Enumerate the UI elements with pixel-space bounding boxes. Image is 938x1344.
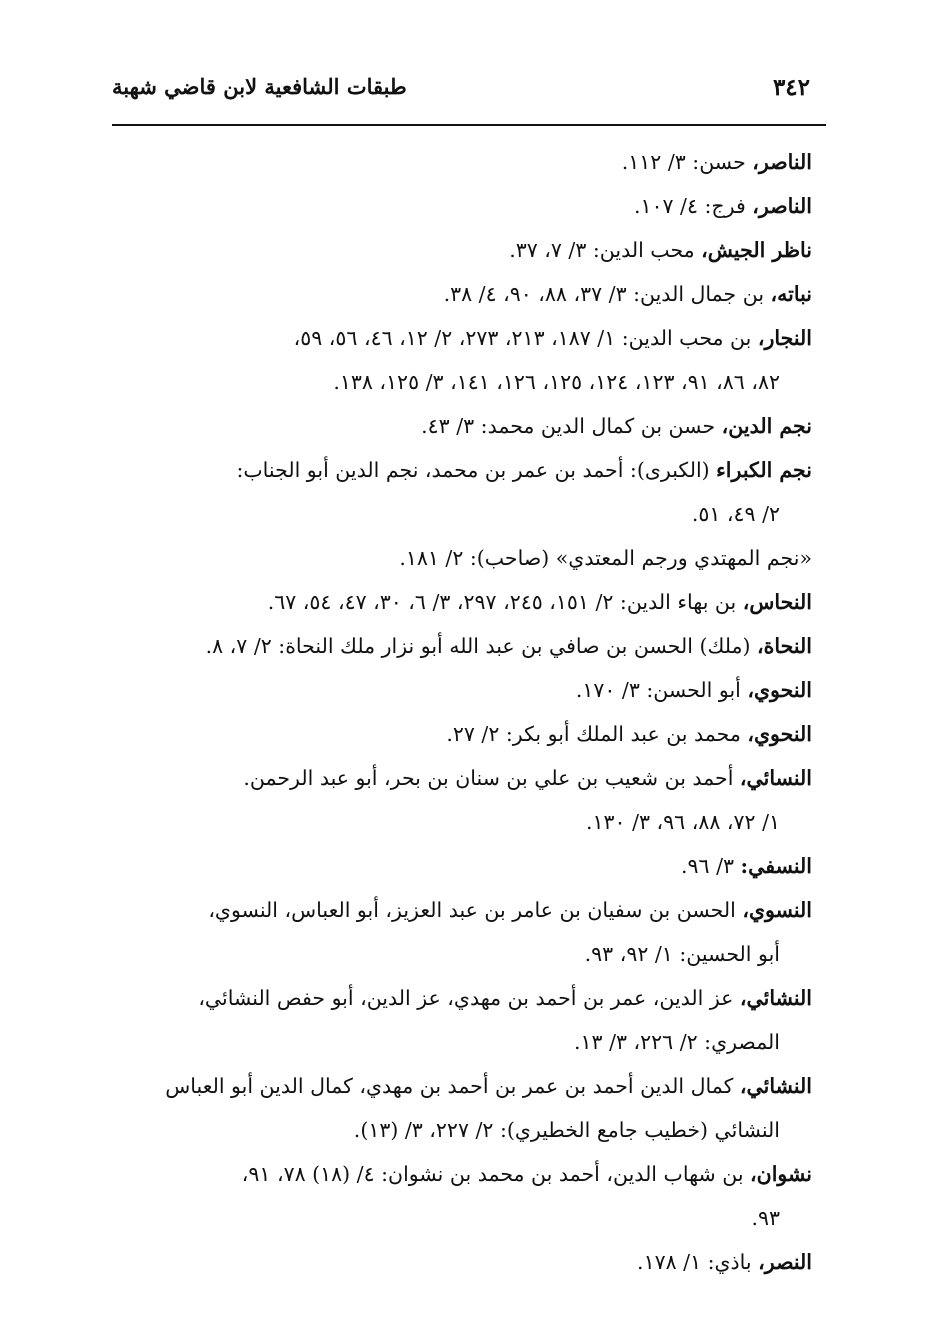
- entry-continuation: ٩٣.: [751, 1206, 780, 1230]
- entry-headword: نجم الدين،: [721, 414, 812, 438]
- entry-headword: ناظر الجيش،: [701, 238, 812, 262]
- entry-headword: الناصر،: [752, 150, 812, 174]
- index-entry: [112, 1240, 812, 1284]
- index-entry: [112, 844, 812, 888]
- entry-text: ٣/ ٩٦.: [681, 854, 741, 878]
- entry-text: فرج: ٤/ ١٠٧.: [633, 194, 753, 218]
- entry-headword: النشائي،: [739, 1074, 812, 1098]
- entry-headword: النحوي،: [747, 678, 812, 702]
- entry-text: باذي: ١/ ١٧٨.: [637, 1250, 759, 1274]
- entry-continuation: المصري: ٢/ ٢٢٦، ٣/ ١٣.: [573, 1030, 780, 1054]
- entry-headword: نجم الكبراء: [716, 458, 812, 482]
- index-entry: [112, 404, 812, 448]
- entry-text: كمال الدين أحمد بن عمر بن أحمد بن مهدي، كمال الدين أبو العباس: [165, 1074, 740, 1098]
- entry-headword: نشوان،: [750, 1162, 812, 1186]
- entry-text: «نجم المهتدي ورجم المعتدي» (صاحب): ٢/ ١٨١.: [399, 546, 812, 570]
- entry-text: بن محب الدين: ١/ ١٨٧، ٢١٣، ٢٧٣، ٢/ ١٢، ٤٦، ٥٦، ٥٩،: [293, 326, 758, 350]
- index-entry: [112, 448, 812, 536]
- index-entry: [112, 888, 812, 976]
- index-entry: [112, 712, 812, 756]
- index-entries: [112, 140, 812, 1284]
- index-entry: [112, 756, 812, 844]
- entry-text: (الكبرى): أحمد بن عمر بن محمد، نجم الدين أبو الجناب:: [236, 458, 717, 482]
- index-entry: [112, 536, 812, 580]
- entry-text: أبو الحسن: ٣/ ١٧٠.: [575, 678, 748, 702]
- entry-text: حسن: ٣/ ١١٢.: [621, 150, 753, 174]
- entry-continuation: ١/ ٧٢، ٨٨، ٩٦، ٣/ ١٣٠.: [586, 810, 780, 834]
- entry-headword: النصر،: [758, 1250, 812, 1274]
- index-entry: [112, 228, 812, 272]
- entry-text: بن جمال الدين: ٣/ ٣٧، ٨٨، ٩٠، ٤/ ٣٨.: [443, 282, 771, 306]
- entry-text: بن بهاء الدين: ٢/ ١٥١، ٢٤٥، ٢٩٧، ٣/ ٦، ٣٠، ٤٧، ٥٤، ٦٧.: [267, 590, 743, 614]
- index-entry: [112, 976, 812, 1064]
- running-head: [112, 70, 820, 110]
- entry-text: محب الدين: ٣/ ٧، ٣٧.: [509, 238, 702, 262]
- entry-text: عز الدين، عمر بن أحمد بن مهدي، عز الدين، أبو حفص النشائي،: [198, 986, 740, 1010]
- entry-headword: النجار،: [757, 326, 812, 350]
- entry-headword: النشائي،: [739, 986, 812, 1010]
- entry-text: حسن بن كمال الدين محمد: ٣/ ٤٣.: [421, 414, 722, 438]
- entry-continuation: ٨٢، ٨٦، ٩١، ١٢٣، ١٢٤، ١٢٥، ١٢٦، ١٤١، ٣/ ١٢٥، ١٣٨.: [333, 370, 780, 394]
- entry-headword: النسائي،: [739, 766, 812, 790]
- entry-continuation: أبو الحسين: ١/ ٩٢، ٩٣.: [584, 942, 780, 966]
- entry-headword: النسوي،: [742, 898, 812, 922]
- index-entry: [112, 580, 812, 624]
- index-entry: [112, 184, 812, 228]
- entry-continuation: ٢/ ٤٩، ٥١.: [691, 502, 780, 526]
- entry-headword: النحاة،: [757, 634, 812, 658]
- index-entry: [112, 1152, 812, 1240]
- index-entry: [112, 624, 812, 668]
- entry-continuation: النشائي (خطيب جامع الخطيري): ٢/ ٢٢٧، ٣/ (١٣).: [353, 1118, 780, 1142]
- entry-text: أحمد بن شعيب بن علي بن سنان بن بحر، أبو عبد الرحمن.: [243, 766, 740, 790]
- index-entry: [112, 668, 812, 712]
- entry-text: الحسن بن سفيان بن عامر بن عبد العزيز، أبو العباس، النسوي،: [208, 898, 743, 922]
- page-number: ٣٤٢: [772, 74, 810, 101]
- entry-headword: الناصر،: [752, 194, 812, 218]
- index-entry: [112, 1064, 812, 1152]
- index-entry: [112, 140, 812, 184]
- entry-headword: النحوي،: [747, 722, 812, 746]
- entry-text: (ملك) الحسن بن صافي بن عبد الله أبو نزار ملك النحاة: ٢/ ٧، ٨.: [205, 634, 758, 658]
- entry-headword: النسفي:: [740, 854, 812, 878]
- header-rule: [112, 124, 826, 126]
- book-title: طبقات الشافعية لابن قاضي شهبة: [112, 74, 407, 99]
- entry-headword: نباته،: [770, 282, 812, 306]
- entry-text: بن شهاب الدين، أحمد بن محمد بن نشوان: ٤/ (١٨) ٧٨، ٩١،: [241, 1162, 751, 1186]
- index-entry: [112, 272, 812, 316]
- entry-text: محمد بن عبد الملك أبو بكر: ٢/ ٢٧.: [446, 722, 748, 746]
- entry-headword: النحاس،: [742, 590, 812, 614]
- index-entry: [112, 316, 812, 404]
